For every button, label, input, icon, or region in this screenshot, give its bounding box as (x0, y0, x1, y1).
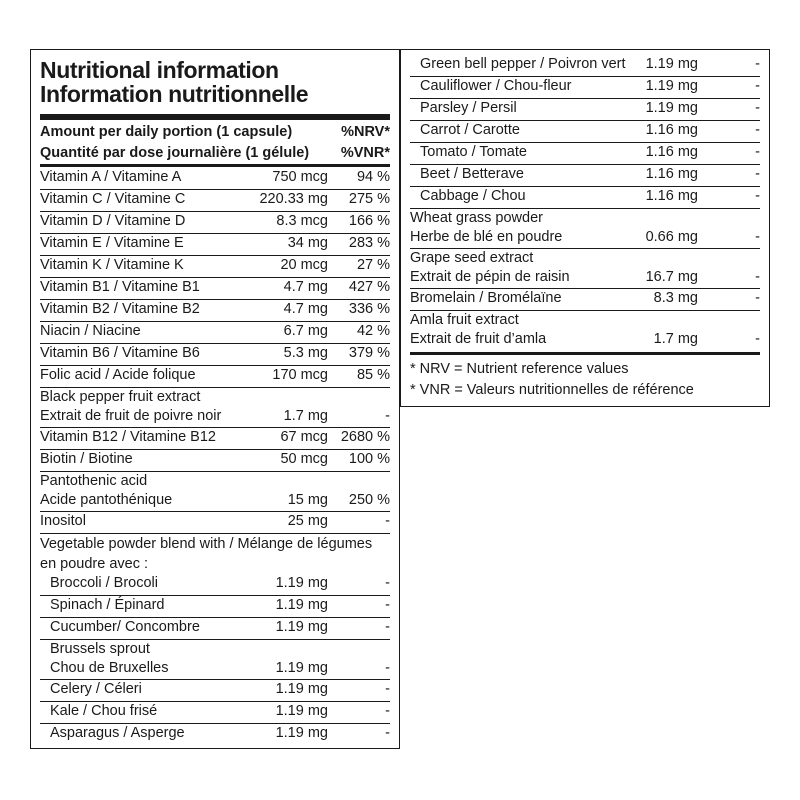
nutrient-name: Wheat grass powder (410, 210, 543, 226)
nutrient-percent: 94 % (356, 169, 390, 185)
nutrient-name: Cabbage / Chou (420, 188, 526, 204)
table-row (410, 289, 760, 311)
nutrient-percent: - (385, 681, 390, 697)
table-row (40, 300, 390, 322)
nutrient-amount: 1.19 mg (275, 681, 328, 697)
nutrient-amount: 50 mcg (280, 451, 328, 467)
nutrient-percent: - (385, 725, 390, 741)
nutrient-name-french: Acide pantothénique (40, 492, 173, 508)
nutrient-percent: - (755, 56, 760, 72)
nutrient-amount: 1.19 mg (645, 78, 698, 94)
nutrient-name: Kale / Chou frisé (50, 703, 158, 719)
nutrient-name: Broccoli / Brocoli (50, 575, 158, 591)
nutrient-name-french: Extrait de pépin de raisin (410, 269, 570, 285)
nutrient-amount: 0.66 mg (645, 229, 698, 245)
nutrient-percent: 250 % (348, 492, 390, 508)
nutrient-amount: 67 mcg (280, 429, 328, 445)
nutrient-name-french: Extrait de fruit de poivre noir (40, 408, 222, 424)
nutrient-amount: 8.3 mg (653, 290, 698, 306)
table-row (40, 278, 390, 300)
portion-label-en: Amount per daily portion (1 capsule) (40, 124, 293, 140)
nutrient-name: Cucumber/ Concombre (50, 619, 200, 635)
table-row (40, 574, 390, 596)
table-row (40, 618, 390, 640)
nutrient-percent: - (385, 597, 390, 613)
nutrient-amount: 1.19 mg (275, 703, 328, 719)
nutrient-percent: - (385, 408, 390, 424)
nutrient-amount: 1.7 mg (283, 408, 328, 424)
nutrient-name-french: Herbe de blé en poudre (410, 229, 563, 245)
nutrient-percent: - (755, 331, 760, 347)
nutrient-name: Beet / Betterave (420, 166, 524, 182)
nutrient-percent: - (385, 619, 390, 635)
nutrient-amount: 16.7 mg (645, 269, 698, 285)
nutrient-percent: 283 % (348, 235, 390, 251)
table-row (410, 55, 760, 77)
table-end-rule (410, 352, 760, 355)
veg-blend-line1: Vegetable powder blend with / Mélange de légumes (40, 536, 373, 552)
nutrition-table-right (400, 49, 770, 407)
nutrient-name: Black pepper fruit extract (40, 389, 201, 405)
nutrient-name: Vitamin E / Vitamine E (40, 235, 184, 251)
nutrient-amount: 4.7 mg (283, 279, 328, 295)
nutrient-amount: 34 mg (287, 235, 328, 251)
nutrient-percent: - (755, 229, 760, 245)
table-row (40, 212, 390, 234)
veg-blend-line2: en poudre avec : (40, 556, 149, 572)
nutrient-name: Asparagus / Asperge (50, 725, 185, 741)
table-row (40, 168, 390, 190)
title-block (40, 58, 308, 106)
nutrient-amount: 15 mg (287, 492, 328, 508)
nutrient-amount: 220.33 mg (259, 191, 328, 207)
nutrient-amount: 1.16 mg (645, 144, 698, 160)
nutrient-amount: 1.19 mg (275, 725, 328, 741)
nutrient-name: Carrot / Carotte (420, 122, 520, 138)
nutrient-name: Parsley / Persil (420, 100, 517, 116)
nutrient-percent: - (385, 575, 390, 591)
nutrient-amount: 1.16 mg (645, 166, 698, 182)
portion-header-fr (40, 143, 390, 163)
table-row (40, 680, 390, 702)
nutrient-percent: 85 % (356, 367, 390, 383)
title-french: Information nutritionnelle (40, 81, 309, 107)
nutrient-amount: 1.19 mg (275, 619, 328, 635)
heavy-rule (40, 114, 390, 120)
nutrient-name: Vitamin D / Vitamine D (40, 213, 186, 229)
nutrient-amount: 25 mg (287, 513, 328, 529)
table-row (410, 121, 760, 143)
table-row (40, 512, 390, 534)
nutrient-amount: 1.19 mg (275, 597, 328, 613)
nutrient-amount: 4.7 mg (283, 301, 328, 317)
table-row (40, 322, 390, 344)
nutrient-name: Vitamin A / Vitamine A (40, 169, 182, 185)
nutrient-amount: 1.16 mg (645, 122, 698, 138)
nutrient-amount: 1.19 mg (275, 660, 328, 676)
nutrient-amount: 170 mcg (272, 367, 328, 383)
nutrient-percent: - (385, 703, 390, 719)
nutrient-name: Green bell pepper / Poivron vert (420, 56, 626, 72)
nutrient-name: Pantothenic acid (40, 473, 148, 489)
table-row (410, 165, 760, 187)
nutrient-amount: 1.19 mg (275, 575, 328, 591)
nutrient-percent: - (385, 660, 390, 676)
nutrient-name: Vitamin B12 / Vitamine B12 (40, 429, 216, 445)
portion-header-en (40, 122, 390, 142)
nutrient-name: Spinach / Épinard (50, 597, 165, 613)
table-row (410, 77, 760, 99)
nutrient-percent: 427 % (348, 279, 390, 295)
nutrient-percent: - (755, 290, 760, 306)
table-row (40, 450, 390, 472)
nutrient-name-french: Extrait de fruit d’amla (410, 331, 547, 347)
nutrient-name: Folic acid / Acide folique (40, 367, 196, 383)
vnr-label: %VNR* (340, 145, 390, 161)
title-english: Nutritional information (40, 57, 279, 83)
veg-blend-header (40, 534, 390, 574)
nutrient-name: Vitamin B6 / Vitamine B6 (40, 345, 200, 361)
table-row (40, 472, 390, 512)
nutrient-percent: 275 % (348, 191, 390, 207)
nutrient-percent: 2680 % (340, 429, 390, 445)
nutrient-amount: 750 mcg (272, 169, 328, 185)
nutrient-name-french: Chou de Bruxelles (50, 660, 169, 676)
table-row (410, 249, 760, 289)
nutrient-percent: - (755, 269, 760, 285)
table-row (410, 311, 760, 351)
nutrient-percent: - (755, 188, 760, 204)
nutrient-name: Vitamin B2 / Vitamine B2 (40, 301, 200, 317)
nutrient-amount: 20 mcg (280, 257, 328, 273)
nutrient-amount: 5.3 mg (283, 345, 328, 361)
nutrient-amount: 6.7 mg (283, 323, 328, 339)
nutrient-name: Cauliflower / Chou-fleur (420, 78, 572, 94)
table-row (40, 428, 390, 450)
table-row (410, 99, 760, 121)
nutrient-percent: 42 % (356, 323, 390, 339)
table-row (40, 366, 390, 388)
nutrient-amount: 1.7 mg (653, 331, 698, 347)
nutrient-amount: 1.19 mg (645, 100, 698, 116)
nutrient-percent: - (755, 144, 760, 160)
footnote-nrv: * NRV = Nutrient reference values (410, 361, 629, 377)
nrv-label: %NRV* (341, 124, 390, 140)
nutrient-amount: 1.16 mg (645, 188, 698, 204)
nutrient-name: Biotin / Biotine (40, 451, 133, 467)
nutrient-percent: - (755, 78, 760, 94)
table-row (410, 209, 760, 249)
nutrient-amount: 1.19 mg (645, 56, 698, 72)
nutrient-percent: 336 % (348, 301, 390, 317)
nutrient-name: Grape seed extract (410, 250, 534, 266)
nutrient-percent: 166 % (348, 213, 390, 229)
table-row (410, 187, 760, 209)
nutrient-name: Vitamin B1 / Vitamine B1 (40, 279, 200, 295)
table-row (40, 234, 390, 256)
footnote-vnr: * VNR = Valeurs nutritionnelles de référence (410, 382, 694, 398)
nutrient-percent: - (755, 100, 760, 116)
nutrient-percent: - (755, 122, 760, 138)
table-row (40, 344, 390, 366)
portion-label-fr: Quantité par dose journalière (1 gélule) (40, 145, 310, 161)
nutrient-percent: 100 % (348, 451, 390, 467)
nutrient-name: Inositol (40, 513, 86, 529)
table-row (40, 640, 390, 680)
nutrient-name: Bromelain / Bromélaïne (410, 290, 562, 306)
table-row (40, 256, 390, 278)
nutrient-percent: 379 % (348, 345, 390, 361)
table-row (410, 143, 760, 165)
nutrient-name: Amla fruit extract (410, 312, 519, 328)
table-row (40, 388, 390, 428)
nutrient-percent: - (385, 513, 390, 529)
nutrient-percent: 27 % (356, 257, 390, 273)
nutrient-name: Vitamin C / Vitamine C (40, 191, 186, 207)
table-row (40, 702, 390, 724)
nutrient-name: Tomato / Tomate (420, 144, 527, 160)
nutrient-name: Celery / Céleri (50, 681, 142, 697)
nutrient-name: Vitamin K / Vitamine K (40, 257, 184, 273)
nutrient-name: Brussels sprout (50, 641, 150, 657)
table-row (40, 190, 390, 212)
nutrient-percent: - (755, 166, 760, 182)
table-row (40, 724, 390, 746)
nutrient-name: Niacin / Niacine (40, 323, 141, 339)
table-row (40, 596, 390, 618)
nutrition-table-left (30, 49, 400, 749)
nutrient-amount: 8.3 mcg (276, 213, 328, 229)
